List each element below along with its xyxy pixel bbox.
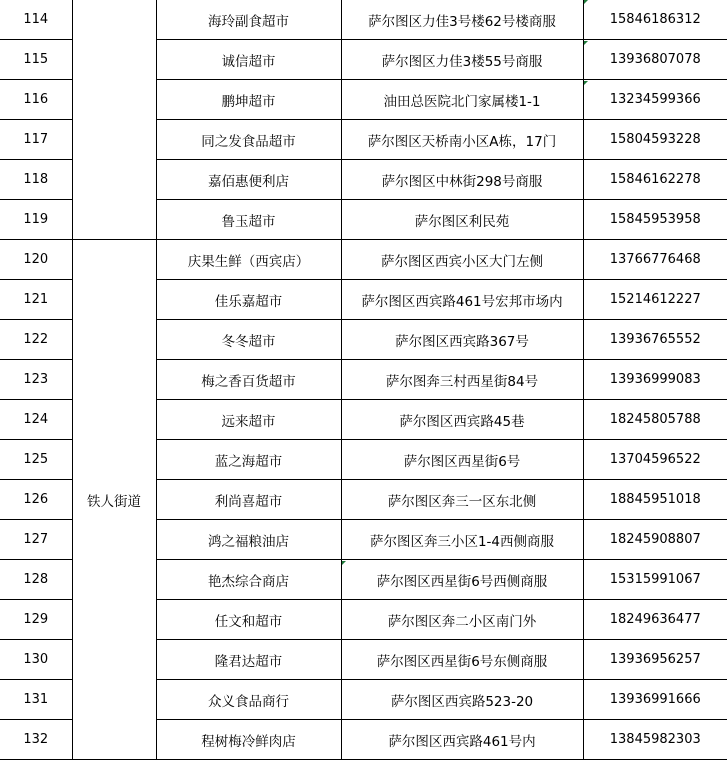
store-name: 冬冬超市 (156, 320, 341, 360)
row-number: 118 (0, 160, 72, 200)
store-address: 萨尔图区奔三一区东北侧 (341, 480, 583, 520)
store-name: 佳乐嘉超市 (156, 280, 341, 320)
store-phone: 15846186312 (583, 0, 727, 40)
store-phone: 13936991666 (583, 680, 727, 720)
row-number: 119 (0, 200, 72, 240)
store-address: 萨尔图奔三村西星街84号 (341, 360, 583, 400)
store-address: 萨尔图区西宾路45巷 (341, 400, 583, 440)
row-number: 127 (0, 520, 72, 560)
store-address: 萨尔图区西星街6号东侧商服 (341, 640, 583, 680)
store-name: 利尚喜超市 (156, 480, 341, 520)
store-name: 诚信超市 (156, 40, 341, 80)
table-row (0, 0, 727, 40)
store-name: 隆君达超市 (156, 640, 341, 680)
store-address: 萨尔图区力佳3号楼62号楼商服 (341, 0, 583, 40)
row-number: 114 (0, 0, 72, 40)
row-number: 132 (0, 720, 72, 760)
store-name: 鸿之福粮油店 (156, 520, 341, 560)
store-phone: 15315991067 (583, 560, 727, 600)
row-number: 130 (0, 640, 72, 680)
store-phone: 13234599366 (583, 80, 727, 120)
store-phone: 18249636477 (583, 600, 727, 640)
row-number: 125 (0, 440, 72, 480)
store-phone: 18245908807 (583, 520, 727, 560)
store-address: 萨尔图区西宾路461号宏邦市场内 (341, 280, 583, 320)
store-name: 梅之香百货超市 (156, 360, 341, 400)
cell-note-marker (584, 41, 588, 45)
row-number: 121 (0, 280, 72, 320)
store-phone: 15804593228 (583, 120, 727, 160)
store-phone: 15845953958 (583, 200, 727, 240)
row-number: 115 (0, 40, 72, 80)
row-number: 129 (0, 600, 72, 640)
row-number: 128 (0, 560, 72, 600)
store-phone: 13936765552 (583, 320, 727, 360)
cell-note-marker (342, 561, 346, 565)
store-address: 萨尔图区西宾路523-20 (341, 680, 583, 720)
row-number: 124 (0, 400, 72, 440)
store-address: 萨尔图区天桥南小区A栋，17门 (341, 120, 583, 160)
cell-note-marker (584, 0, 588, 4)
store-name: 嘉佰惠便利店 (156, 160, 341, 200)
store-phone: 15846162278 (583, 160, 727, 200)
store-address: 萨尔图区中林街298号商服 (341, 160, 583, 200)
row-number: 116 (0, 80, 72, 120)
store-name: 鲁玉超市 (156, 200, 341, 240)
store-name: 海玲副食超市 (156, 0, 341, 40)
store-name: 蓝之海超市 (156, 440, 341, 480)
store-phone: 13704596522 (583, 440, 727, 480)
store-address: 萨尔图区西宾小区大门左侧 (341, 240, 583, 280)
store-phone: 13936999083 (583, 360, 727, 400)
table-row (0, 240, 727, 280)
row-number: 122 (0, 320, 72, 360)
store-address: 萨尔图区西星街6号 (341, 440, 583, 480)
store-phone: 18845951018 (583, 480, 727, 520)
store-address: 萨尔图区西宾路367号 (341, 320, 583, 360)
store-phone: 13766776468 (583, 240, 727, 280)
store-phone: 13845982303 (583, 720, 727, 760)
store-phone: 13936807078 (583, 40, 727, 80)
store-name: 程树梅冷鲜肉店 (156, 720, 341, 760)
store-phone: 15214612227 (583, 280, 727, 320)
store-name: 任文和超市 (156, 600, 341, 640)
store-name: 艳杰综合商店 (156, 560, 341, 600)
row-number: 123 (0, 360, 72, 400)
store-phone: 13936956257 (583, 640, 727, 680)
store-phone: 18245805788 (583, 400, 727, 440)
row-number: 126 (0, 480, 72, 520)
street-cell (72, 0, 156, 240)
street-cell: 铁人街道 (72, 240, 156, 760)
store-address: 萨尔图区西宾路461号内 (341, 720, 583, 760)
store-address: 萨尔图区奔三小区1-4西侧商服 (341, 520, 583, 560)
store-address: 油田总医院北门家属楼1-1 (341, 80, 583, 120)
store-name: 鹏坤超市 (156, 80, 341, 120)
row-number: 117 (0, 120, 72, 160)
store-name: 同之发食品超市 (156, 120, 341, 160)
store-address: 萨尔图区力佳3楼55号商服 (341, 40, 583, 80)
store-address: 萨尔图区利民苑 (341, 200, 583, 240)
row-number: 131 (0, 680, 72, 720)
cell-note-marker (584, 81, 588, 85)
store-name: 远来超市 (156, 400, 341, 440)
store-address: 萨尔图区西星街6号西侧商服 (341, 560, 583, 600)
row-number: 120 (0, 240, 72, 280)
store-name: 庆果生鲜（西宾店） (156, 240, 341, 280)
store-address: 萨尔图区奔二小区南门外 (341, 600, 583, 640)
store-name: 众义食品商行 (156, 680, 341, 720)
